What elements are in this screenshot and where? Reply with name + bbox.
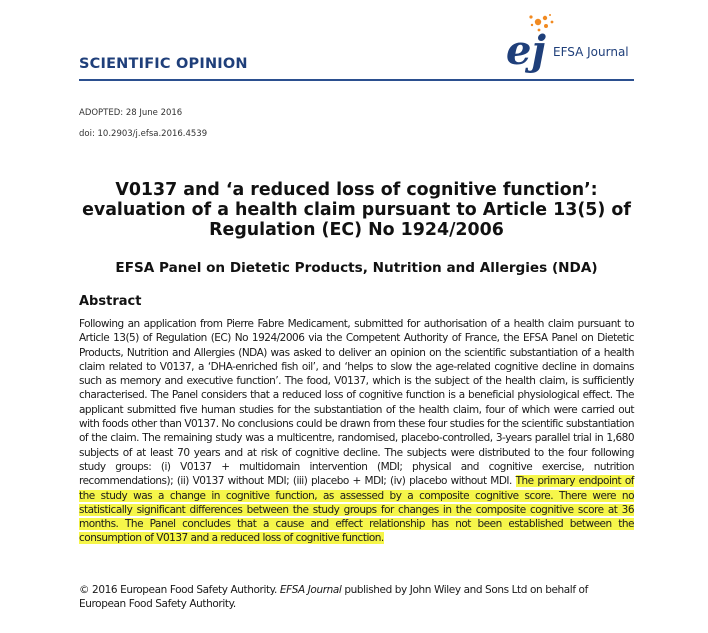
section-label: SCIENTIFIC OPINION — [79, 56, 248, 72]
copyright-notice — [79, 583, 634, 612]
adopted-date: ADOPTED: 28 June 2016 — [79, 108, 183, 118]
header-rule — [79, 79, 634, 81]
title-line-3: Regulation (EC) No 1924/2006 — [209, 220, 504, 240]
logo-ej-mark: ej — [506, 27, 546, 74]
title-line-1: V0137 and ‘a reduced loss of cognitive function’: — [115, 180, 598, 200]
copyright-prefix: © 2016 European Food Safety Authority. — [79, 584, 280, 596]
abstract-heading: Abstract — [79, 294, 142, 309]
copyright-journal: EFSA Journal — [279, 584, 342, 596]
journal-name: EFSA Journal — [553, 45, 629, 59]
doi: doi: 10.2903/j.efsa.2016.4539 — [79, 129, 208, 139]
copyright-suffix: published by John Wiley and Sons Ltd on behalf of European Food Safety Authority. — [79, 584, 588, 611]
abstract-highlighted-conclusion: The primary endpoint of the study was a change in cognitive function, as assessed by a composite cognitive score. There were no statistically significant differences between the study groups for changes in the composite cognitive score at 36 months. The Panel concludes that a cause and effect relationship has not been established between the consumption of V0137 and a reduced loss of cognitive function. — [79, 475, 634, 545]
title-line-2: evaluation of a health claim pursuant to Article 13(5) of — [82, 200, 631, 220]
efsa-journal-logo — [486, 12, 646, 74]
abstract-body: Following an application from Pierre Fabre Medicament, submitted for authorisation of a health claim pursuant to Article 13(5) of Regulation (EC) No 1924/2006 via the Competent Authority of France, the EFSA Panel on Dietetic Products, Nutrition and Allergies (NDA) was asked to deliver an opinion on the scientific substantiation of a health claim related to V0137, a ‘DHA-enriched fish oil’, and ‘helps to slow the age-related cognitive decline in domains such as memory and executive function’. The food, V0137, which is the subject of the health claim, is sufficiently characterised. The Panel considers that a reduced loss of cognitive function is a beneficial physiological effect. The applicant submitted five human studies for the substantiation of the health claim, four of which were carried out with foods other than V0137. No conclusions could be drawn from these four studies for the scientific substantiation of the claim. The remaining study was a multicentre, randomised, placebo-controlled, 3-years parallel trial in 1,680 subjects of at least 70 years and at risk of cognitive decline. The subjects were distributed to the four following study groups: (i) V0137 + multidomain intervention (MDI; physical and cognitive exercise, nutrition recommendations); (ii) V0137 without MDI; (iii) placebo + MDI; (iv) placebo without MDI. — [79, 318, 634, 488]
article-title — [79, 180, 634, 240]
panel-name: EFSA Panel on Dietetic Products, Nutrition and Allergies (NDA) — [115, 260, 598, 276]
abstract-text — [79, 317, 634, 546]
